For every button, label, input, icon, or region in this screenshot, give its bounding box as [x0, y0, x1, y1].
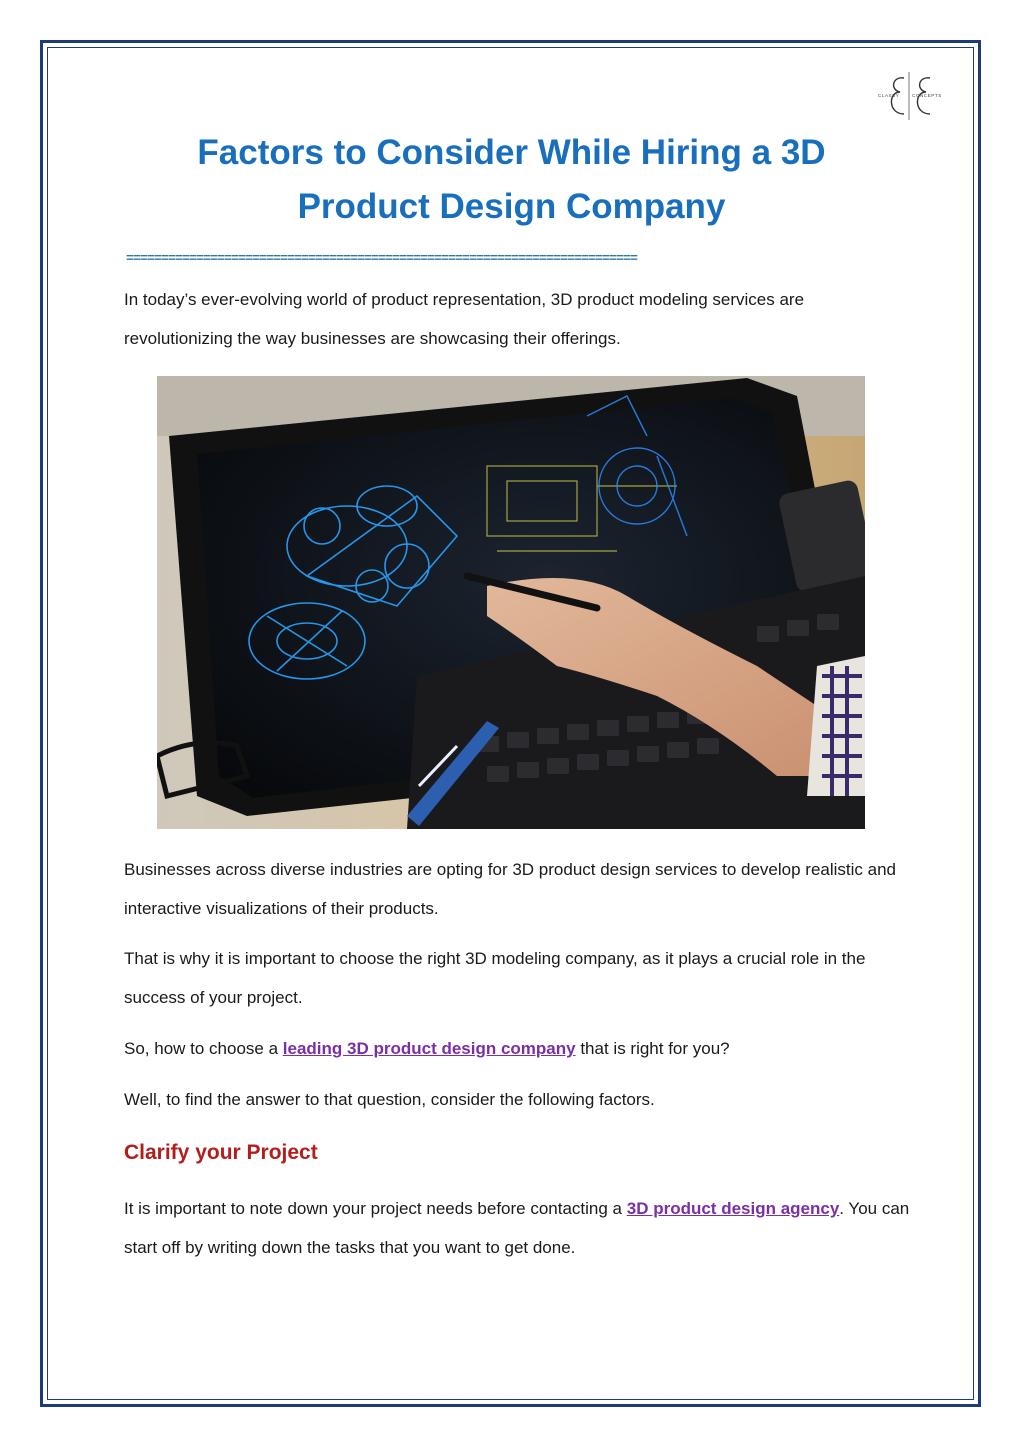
paragraph-businesses: Businesses across diverse industries are opting for 3D product design services to develop realistic and interactive visualizations of their products. [124, 860, 897, 918]
title-line-1: Factors to Consider While Hiring a 3D [197, 133, 826, 172]
design-agency-link[interactable]: 3D product design agency [626, 1199, 840, 1218]
paragraph-importance: That is why it is important to choose the right 3D modeling company, as it plays a crucial role in the success of your project. [124, 949, 866, 1007]
leading-company-link[interactable]: leading 3D product design company [282, 1039, 576, 1058]
laptop-cad-image [157, 376, 865, 829]
title-line-2: Product Design Company [297, 187, 726, 226]
clarify-text-after: . You can start off by writing down the tasks that you want to get done. [124, 1199, 910, 1257]
paragraph-clarify [124, 1189, 914, 1267]
clarify-text-before: It is important to note down your project needs before contacting a [124, 1199, 627, 1218]
intro-paragraph: In today’s ever-evolving world of product representation, 3D product modeling services are revolutionizing the way businesses are showcasing their offerings. [124, 290, 805, 348]
logo-right-word: CONCEPTS [912, 93, 942, 98]
paragraph-question [124, 1029, 914, 1068]
question-text-after: that is right for you? [575, 1039, 730, 1058]
section-heading: Clarify your Project [124, 1141, 318, 1164]
question-text-before: So, how to choose a [124, 1039, 283, 1058]
page-title [100, 126, 923, 234]
classy-concepts-logo [874, 70, 944, 122]
divider-line: ========================================================================= [126, 251, 638, 266]
logo-left-word: CLASSY [878, 93, 900, 98]
paragraph-factors: Well, to find the answer to that question, consider the following factors. [124, 1090, 655, 1109]
